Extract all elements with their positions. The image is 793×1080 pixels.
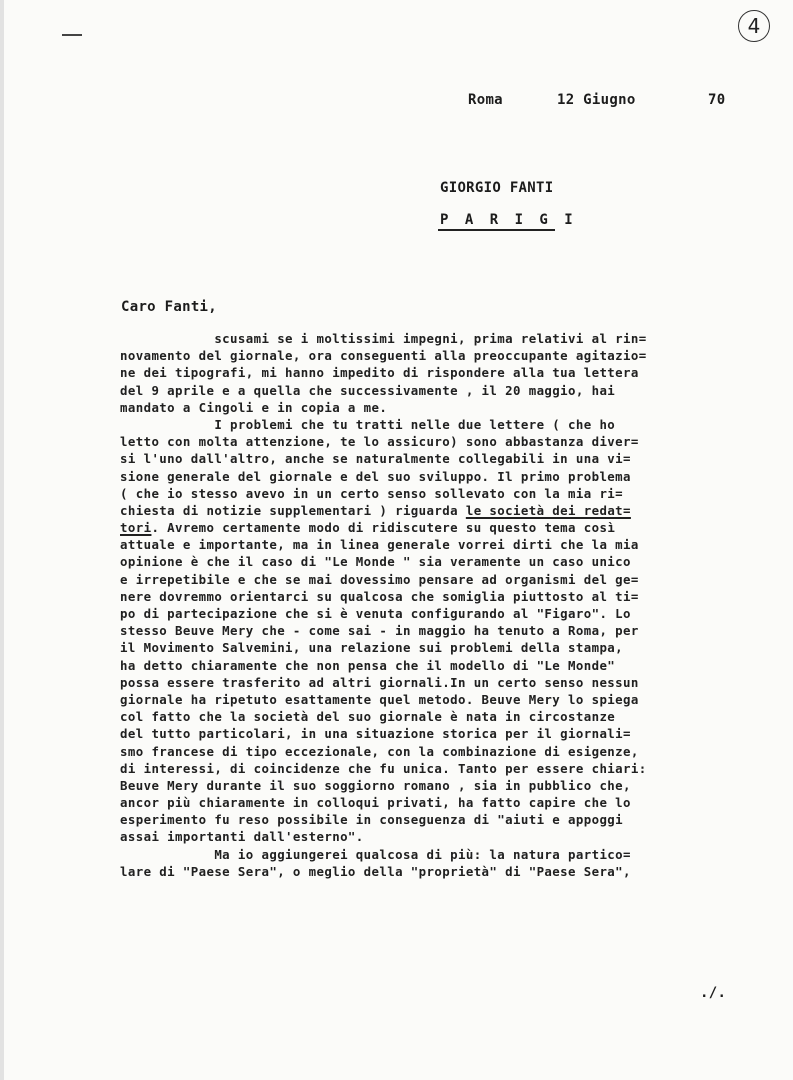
body-text-segment: di interessi, di coincidenze che fu unica. Tanto per essere chiari: (120, 760, 647, 776)
body-text-segment: sione generale del giornale e del suo sviluppo. Il primo problema (120, 468, 631, 484)
body-text-segment: col fatto che la società del suo giornale è nata in circostanze (120, 709, 616, 725)
body-line (120, 794, 760, 811)
body-text-segment: del tutto particolari, in una situazione storica per il giornali= (120, 726, 631, 742)
body-text-segment: scusami se i moltissimi impegni, prima relativi al rin= (120, 331, 647, 346)
body-line (120, 605, 760, 622)
body-text-segment: il Movimento Salvemini, una relazione sui problemi della stampa, (120, 640, 624, 656)
body-line (120, 657, 760, 674)
page-number: 4 (738, 10, 770, 42)
body-text-segment: del 9 aprile e a quella che successivamente , il 20 maggio, hai (120, 382, 616, 398)
body-line (120, 536, 760, 553)
body-text-segment: nere dovremmo orientarci su qualcosa che somiglia piuttosto al ti= (120, 588, 639, 604)
body-text-segment: chiesta di notizie supplementari ) riguarda (120, 502, 466, 518)
body-line (120, 674, 760, 691)
body-text-segment: stesso Beuve Mery che - come sai - in maggio ha tenuto a Roma, per (120, 623, 639, 639)
body-line (120, 347, 760, 364)
body-line (120, 743, 760, 760)
body-text-segment: attuale e importante, ma in linea generale vorrei dirti che la mia (120, 537, 639, 553)
body-text-segment: assai importanti dall'esterno". (120, 829, 364, 845)
body-text-segment: giornale ha ripetuto esattamente quel metodo. Beuve Mery lo spiega (120, 691, 639, 707)
body-text-segment: letto con molta attenzione, te lo assicuro) sono abbastanza diver= (120, 434, 639, 450)
body-text-segment: lare di "Paese Sera", o meglio della "proprietà" di "Paese Sera", (120, 863, 631, 879)
body-text-segment: esperimento fu reso possibile in conseguenza di "aiuti e appoggi (120, 812, 624, 828)
body-line (120, 468, 760, 485)
recipient-city-underline (438, 229, 555, 231)
recipient-city: P A R I G I (440, 212, 577, 228)
body-text-segment: Ma io aggiungerei qualcosa di più: la natura partico= (120, 846, 631, 862)
body-line (120, 485, 760, 502)
body-text-segment: Beuve Mery durante il suo soggiorno romano , sia in pubblico che, (120, 777, 631, 793)
body-text-segment: . Avremo certamente modo di ridiscutere su questo tema così (151, 520, 616, 536)
body-line (120, 639, 760, 656)
letter-body (120, 330, 760, 880)
body-text-segment: opinione è che il caso di "Le Monde " sia veramente un caso unico (120, 554, 631, 570)
body-text-segment: mandato a Cingoli e in copia a me. (120, 399, 388, 415)
body-line (120, 502, 760, 519)
body-text-segment: ha detto chiaramente che non pensa che il modello di "Le Monde" (120, 657, 616, 673)
date-day-month: 12 Giugno (557, 92, 636, 108)
scan-edge (0, 0, 4, 1080)
body-line (120, 622, 760, 639)
body-text-segment: ancor più chiaramente in colloqui privati, ha fatto capire che lo (120, 795, 631, 811)
underlined-text: tori (120, 520, 152, 536)
body-text-segment: I problemi che tu tratti nelle due lettere ( che ho (120, 416, 616, 432)
body-text-segment: e irrepetibile e che se mai dovessimo pensare ad organismi del ge= (120, 571, 639, 587)
underlined-text: le società dei redat= (465, 502, 631, 518)
salutation: Caro Fanti, (121, 299, 218, 315)
body-line (120, 399, 760, 416)
body-text-segment: ne dei tipografi, mi hanno impedito di rispondere alla tua lettera (120, 365, 639, 381)
body-line (120, 863, 760, 880)
body-line (120, 725, 760, 742)
body-line (120, 416, 760, 433)
continuation-mark: ./. (700, 985, 727, 1001)
body-line (120, 382, 760, 399)
body-line (120, 811, 760, 828)
date-city: Roma (468, 92, 503, 108)
body-line (120, 450, 760, 467)
body-text-segment: ( che io stesso avevo in un certo senso sollevato con la mia ri= (120, 485, 624, 501)
body-text-segment: po di partecipazione che si è venuta configurando al "Figaro". Lo (120, 606, 631, 621)
body-line (120, 571, 760, 588)
date-year: 70 (708, 92, 726, 108)
body-line (120, 330, 760, 347)
body-line (120, 553, 760, 570)
body-text-segment: smo francese di tipo eccezionale, con la combinazione di esigenze, (120, 743, 639, 759)
body-line (120, 760, 760, 777)
body-text-segment: novamento del giornale, ora conseguenti alla preoccupante agitazio= (120, 348, 647, 364)
body-line (120, 519, 760, 536)
body-line (120, 777, 760, 794)
body-line (120, 588, 760, 605)
body-text-segment: possa essere trasferito ad altri giornali.In un certo senso nessun (120, 674, 639, 690)
body-line (120, 691, 760, 708)
body-line (120, 433, 760, 450)
recipient-name: GIORGIO FANTI (440, 180, 554, 196)
body-line (120, 846, 760, 863)
pen-mark (62, 34, 82, 36)
body-text-segment: si l'uno dall'altro, anche se naturalmente collegabili in una vi= (120, 451, 631, 467)
body-line (120, 364, 760, 381)
body-line (120, 708, 760, 725)
body-line (120, 828, 760, 845)
